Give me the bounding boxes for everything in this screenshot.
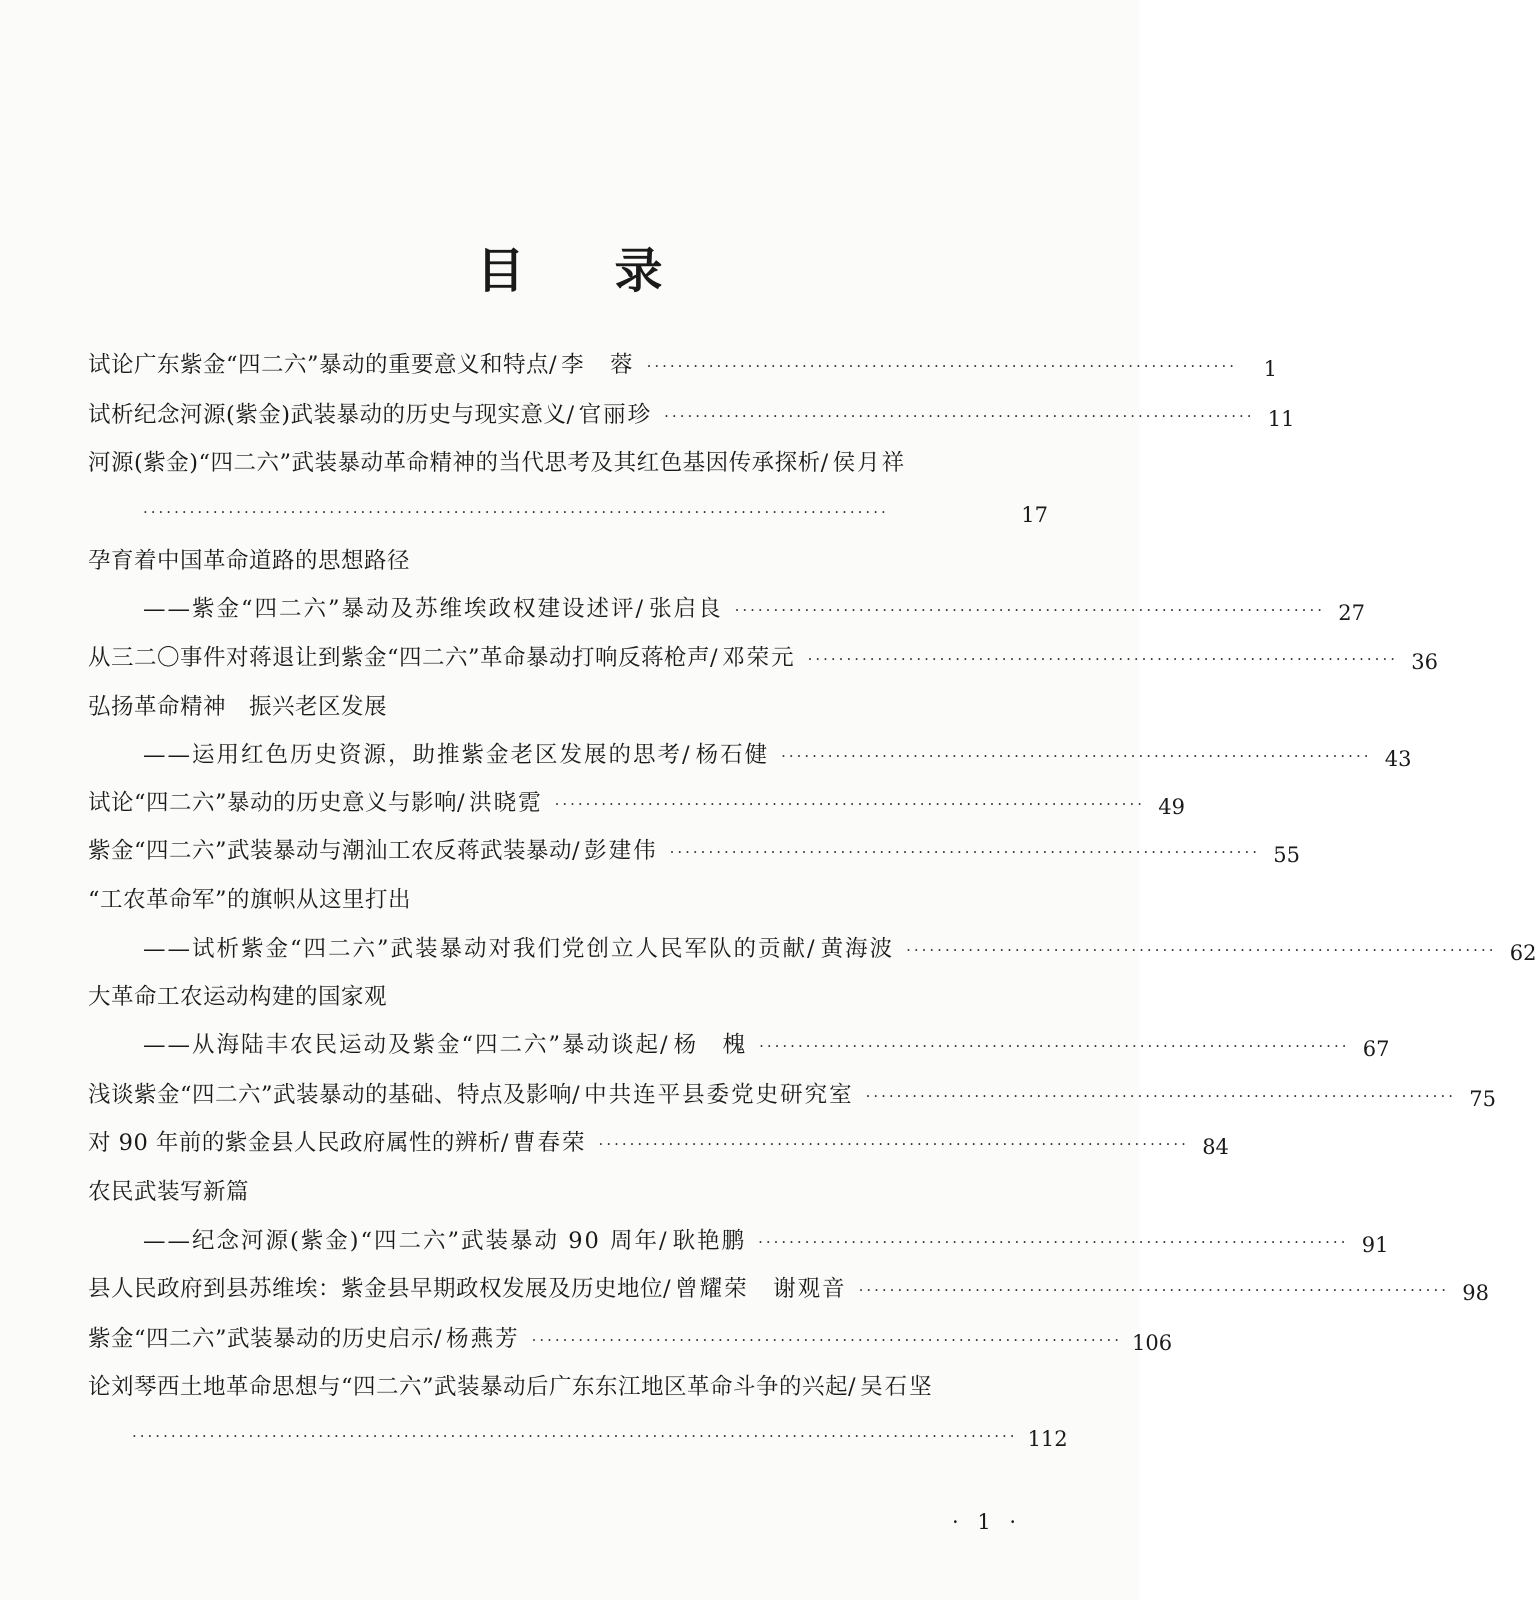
entry-page-number: 36 bbox=[1411, 650, 1438, 674]
dot-leader: ············································································ bbox=[531, 1331, 1122, 1349]
toc-entry[interactable] bbox=[88, 536, 1048, 576]
entry-title: 大革命工农运动构建的国家观 bbox=[88, 984, 388, 1010]
entry-page-number: 75 bbox=[1469, 1087, 1496, 1111]
entry-title: 对 90 年前的紫金县人民政府属性的辨析/ bbox=[88, 1130, 510, 1156]
entry-page-number: 62 bbox=[1509, 941, 1536, 965]
dot-leader: ············································································ bbox=[669, 843, 1260, 861]
dot-leader: ············································································ bbox=[858, 1281, 1449, 1299]
entry-author: 洪晓霓 bbox=[469, 790, 543, 816]
toc-entry[interactable] bbox=[88, 1362, 1048, 1402]
entry-author: 侯月祥 bbox=[832, 450, 907, 476]
dot-leader: ············································································ bbox=[554, 795, 1145, 813]
entry-title: 紫金“四二六”武装暴动与潮汕工农反蒋武装暴动/ bbox=[88, 838, 581, 864]
entry-subtitle: ——试析紫金“四二六”武装暴动对我们党创立人民军队的贡献/ bbox=[143, 936, 817, 962]
entry-author: 邓荣元 bbox=[722, 645, 796, 671]
toc-entry[interactable] bbox=[88, 1264, 1489, 1305]
toc-entry[interactable] bbox=[88, 682, 1048, 722]
entry-author: 官丽珍 bbox=[578, 402, 653, 428]
dot-leader: ································································································ bbox=[143, 503, 889, 521]
entry-subtitle: ——运用红色历史资源，助推紫金老区发展的思考/ bbox=[143, 742, 692, 768]
toc-entry-continuation[interactable] bbox=[143, 486, 1048, 526]
toc-entry[interactable] bbox=[88, 972, 1048, 1012]
toc-subentry[interactable] bbox=[143, 1020, 1390, 1061]
toc-subentry[interactable] bbox=[143, 584, 1365, 625]
entry-subtitle: ——紫金“四二六”暴动及苏维埃政权建设述评/ bbox=[143, 596, 646, 622]
entry-author: 黄海波 bbox=[820, 936, 895, 962]
entry-page-number: 106 bbox=[1131, 1331, 1173, 1355]
page-title: 目录 bbox=[476, 243, 753, 299]
toc-entry[interactable] bbox=[88, 438, 1048, 478]
entry-title: 试论“四二六”暴动的历史意义与影响/ bbox=[88, 790, 466, 816]
entry-author: 张启良 bbox=[649, 596, 723, 622]
entry-page-number: 84 bbox=[1202, 1135, 1229, 1159]
entry-title: 紫金“四二六”武装暴动的历史启示/ bbox=[88, 1326, 443, 1352]
dot-leader: ············································································ bbox=[807, 650, 1398, 668]
toc-entry[interactable] bbox=[88, 390, 1295, 431]
toc-entry[interactable] bbox=[88, 340, 1277, 381]
entry-title: 孕育着中国革命道路的思想路径 bbox=[88, 548, 411, 574]
entry-title: 县人民政府到县苏维埃：紫金县早期政权发展及历史地位/ bbox=[88, 1276, 672, 1302]
entry-page-number: 17 bbox=[1021, 503, 1048, 527]
toc-entry[interactable] bbox=[88, 1314, 1173, 1355]
dot-leader: ············································································ bbox=[865, 1087, 1456, 1105]
entry-title: 河源(紫金)“四二六”武装暴动革命精神的当代思考及其红色基因传承探析/ bbox=[88, 450, 829, 476]
entry-author: 李 蓉 bbox=[561, 352, 635, 378]
entry-author: 中共连平县委党史研究室 bbox=[584, 1082, 854, 1108]
entry-author: 杨石健 bbox=[695, 742, 770, 768]
toc-entry[interactable] bbox=[88, 1167, 1048, 1207]
entry-page-number: 11 bbox=[1267, 407, 1295, 431]
toc-entry[interactable] bbox=[88, 1070, 1496, 1111]
entry-title: 试论广东紫金“四二六”暴动的重要意义和特点/ bbox=[88, 352, 558, 378]
entry-title: 试析纪念河源(紫金)武装暴动的历史与现实意义/ bbox=[88, 402, 575, 428]
dot-leader: ·················································································································· bbox=[132, 1427, 1018, 1445]
dot-leader: ············································································ bbox=[646, 357, 1237, 375]
toc-entry[interactable] bbox=[88, 875, 1048, 915]
dot-leader: ············································································ bbox=[758, 1233, 1349, 1251]
entry-page-number: 1 bbox=[1263, 357, 1277, 381]
entry-page-number: 43 bbox=[1384, 747, 1412, 771]
entry-title: 论刘琴西土地革命思想与“四二六”武装暴动后广东东江地区革命斗争的兴起/ bbox=[88, 1374, 857, 1400]
entry-subtitle: ——从海陆丰农民运动及紫金“四二六”暴动谈起/ bbox=[143, 1032, 670, 1058]
dot-leader: ············································································ bbox=[734, 601, 1325, 619]
toc-entry[interactable] bbox=[88, 633, 1438, 674]
entry-title: 从三二〇事件对蒋退让到紫金“四二六”革命暴动打响反蒋枪声/ bbox=[88, 645, 719, 671]
entry-author: 曹春荣 bbox=[513, 1130, 587, 1156]
dot-leader: ············································································ bbox=[759, 1037, 1350, 1055]
entry-title: “工农革命军”的旗帜从这里打出 bbox=[88, 887, 412, 913]
toc-entry[interactable] bbox=[88, 1118, 1229, 1159]
toc-subentry[interactable] bbox=[143, 730, 1412, 771]
entry-page-number: 27 bbox=[1338, 601, 1365, 625]
dot-leader: ············································································ bbox=[664, 407, 1255, 425]
entry-page-number: 55 bbox=[1273, 843, 1300, 867]
entry-author: 杨 槐 bbox=[673, 1032, 748, 1058]
entry-title: 农民武装写新篇 bbox=[88, 1179, 250, 1205]
entry-author: 吴石坚 bbox=[860, 1374, 934, 1400]
toc-entry[interactable] bbox=[88, 778, 1185, 819]
entry-page-number: 98 bbox=[1462, 1281, 1489, 1305]
entry-title: 浅谈紫金“四二六”武装暴动的基础、特点及影响/ bbox=[88, 1082, 581, 1108]
entry-author: 曾耀荣 谢观音 bbox=[675, 1276, 847, 1302]
entry-author: 耿艳鹏 bbox=[672, 1228, 747, 1254]
entry-page-number: 67 bbox=[1362, 1037, 1390, 1061]
entry-page-number: 112 bbox=[1027, 1427, 1068, 1451]
toc-entry[interactable] bbox=[88, 826, 1300, 867]
entry-subtitle: ——纪念河源(紫金)“四二六”武装暴动 90 周年/ bbox=[143, 1228, 669, 1254]
entry-page-number: 49 bbox=[1158, 795, 1185, 819]
entry-author: 杨燕芳 bbox=[446, 1326, 520, 1352]
toc-entry-continuation[interactable] bbox=[88, 1410, 1068, 1451]
toc-subentry[interactable] bbox=[143, 1216, 1389, 1257]
dot-leader: ············································································ bbox=[781, 747, 1372, 765]
toc-subentry[interactable] bbox=[143, 924, 1536, 965]
dot-leader: ············································································ bbox=[906, 941, 1497, 959]
entry-author: 彭建伟 bbox=[584, 838, 658, 864]
dot-leader: ············································································ bbox=[598, 1135, 1189, 1153]
page-folio: · 1 · bbox=[952, 1510, 1023, 1534]
entry-page-number: 91 bbox=[1361, 1233, 1389, 1257]
entry-title: 弘扬革命精神 振兴老区发展 bbox=[88, 694, 388, 720]
